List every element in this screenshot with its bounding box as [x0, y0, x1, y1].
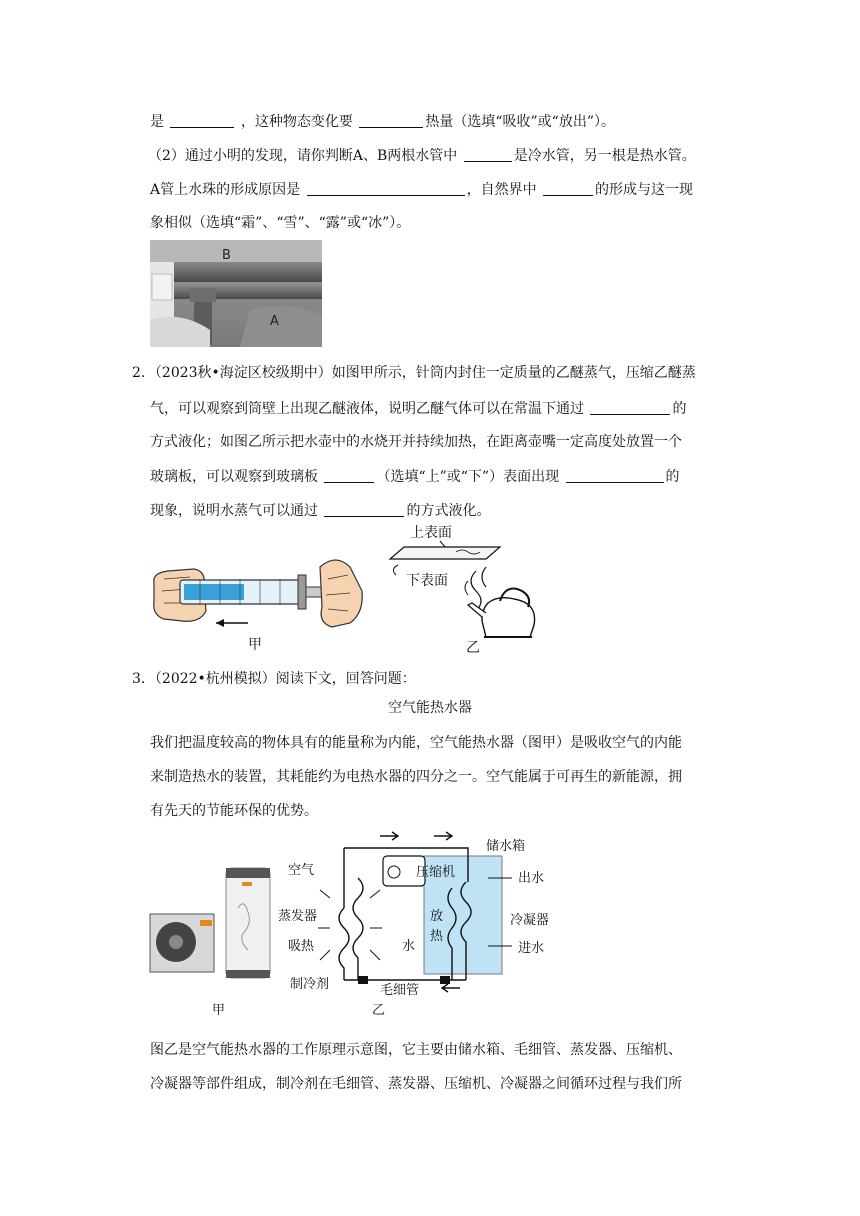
evaporator-coil [353, 878, 363, 918]
text: （选填“上”或“下”）表面出现 [376, 469, 560, 485]
air-label: 空气 [288, 863, 315, 878]
answer-blank[interactable] [324, 500, 404, 517]
outdoor-unit-icon [150, 914, 214, 972]
text: （2）通过小明的发现，请你判断A、B两根水管中 [148, 148, 458, 164]
answer-blank[interactable] [307, 179, 465, 196]
answer-blank[interactable] [543, 179, 593, 196]
q1-line-1 [150, 111, 615, 132]
figure-label-yi: 乙 [372, 1003, 386, 1018]
water-out-label: 出水 [518, 871, 545, 886]
q3-p1-line-1: 我们把温度较高的物体具有的能量称为内能，空气能热水器（图甲）是吸收空气的内能 [150, 735, 682, 751]
answer-blank[interactable] [590, 398, 670, 415]
q1-line-2 [148, 145, 696, 166]
q2-line-1: 2．（2023秋•海淀区校级期中）如图甲所示，针筒内封住一定质量的乙醚蒸气，压缩乙醚蒸 [132, 365, 696, 381]
upper-surface-label: 上表面 [410, 525, 452, 541]
condenser-label: 冷凝器 [510, 913, 548, 928]
text: 现象，说明水蒸气可以通过 [150, 503, 318, 519]
absorb-heat-label: 吸热 [288, 939, 315, 954]
q3-p1-line-2: 来制造热水的装置，其耗能约为电热水器的四分之一。空气能属于可再生的新能源，拥 [150, 769, 682, 785]
figure-label-yi: 乙 [466, 640, 480, 655]
kettle-figure [382, 521, 552, 655]
release-label: 放 [430, 909, 444, 924]
text: 的形成与这一现 [595, 182, 694, 198]
pipe-label-b: B [222, 248, 231, 263]
answer-blank[interactable] [170, 111, 234, 128]
text: 玻璃板，可以观察到玻璃板 [150, 469, 318, 485]
heat-label: 热 [430, 929, 444, 944]
lower-surface-label: 下表面 [406, 573, 448, 589]
water-tank-icon [226, 868, 270, 978]
figure-label-jia: 甲 [212, 1003, 226, 1018]
pipe-label-a: A [270, 314, 279, 329]
water-in-label: 进水 [518, 941, 545, 956]
text: A管上水珠的形成原因是 [150, 182, 301, 198]
figure-label-jia: 甲 [248, 637, 262, 653]
text: 是 [150, 114, 164, 130]
heat-pump-figure [148, 828, 548, 1020]
q2-line-4 [150, 466, 680, 487]
tank-label: 储水箱 [486, 839, 526, 854]
q2-line-2 [150, 398, 686, 419]
text: 是冷水管，另一根是热水管。 [513, 148, 696, 164]
text: 气，可以观察到筒壁上出现乙醚液体，说明乙醚气体可以在常温下通过 [150, 401, 584, 417]
compressor-label: 压缩机 [416, 865, 456, 880]
q3-p2-line-1: 图乙是空气能热水器的工作原理示意图，它主要由储水箱、毛细管、蒸发器、压缩机、 [150, 1042, 682, 1058]
q2-line-5 [150, 500, 490, 521]
q3-line-1: 3．（2022•杭州模拟）阅读下文，回答问题： [132, 671, 416, 687]
answer-blank[interactable] [324, 466, 374, 483]
text: 的 [672, 401, 687, 417]
q1-line-4: 象相似（选填“霜”、“雪”、“露”或“冰”）。 [150, 215, 411, 231]
text: 的方式液化。 [406, 503, 491, 519]
text: ，这种物态变化要 [240, 114, 353, 130]
pipe-photo [150, 240, 322, 347]
q3-p2-line-2: 冷凝器等部件组成，制冷剂在毛细管、蒸发器、压缩机、冷凝器之间循环过程与我们所 [150, 1076, 682, 1092]
q2-line-3: 方式液化；如图乙所示把水壶中的水烧开并持续加热，在距离壶嘴一定高度处放置一个 [150, 434, 682, 450]
text: 的 [665, 469, 680, 485]
refrigerant-label: 制冷剂 [290, 977, 330, 992]
text: ，自然界中 [466, 182, 537, 198]
text: 热量（选填“吸收”或“放出”）。 [425, 114, 615, 130]
answer-blank[interactable] [359, 111, 423, 128]
answer-blank[interactable] [566, 466, 664, 483]
capillary-label: 毛细管 [380, 983, 420, 998]
q1-line-3 [150, 179, 693, 200]
syringe-figure [150, 545, 365, 655]
q3-p1-line-3: 有先天的节能环保的优势。 [150, 803, 318, 819]
answer-blank[interactable] [464, 145, 512, 162]
water-label: 水 [402, 939, 416, 954]
article-title: 空气能热水器 [388, 700, 472, 716]
evaporator-label: 蒸发器 [278, 909, 318, 924]
